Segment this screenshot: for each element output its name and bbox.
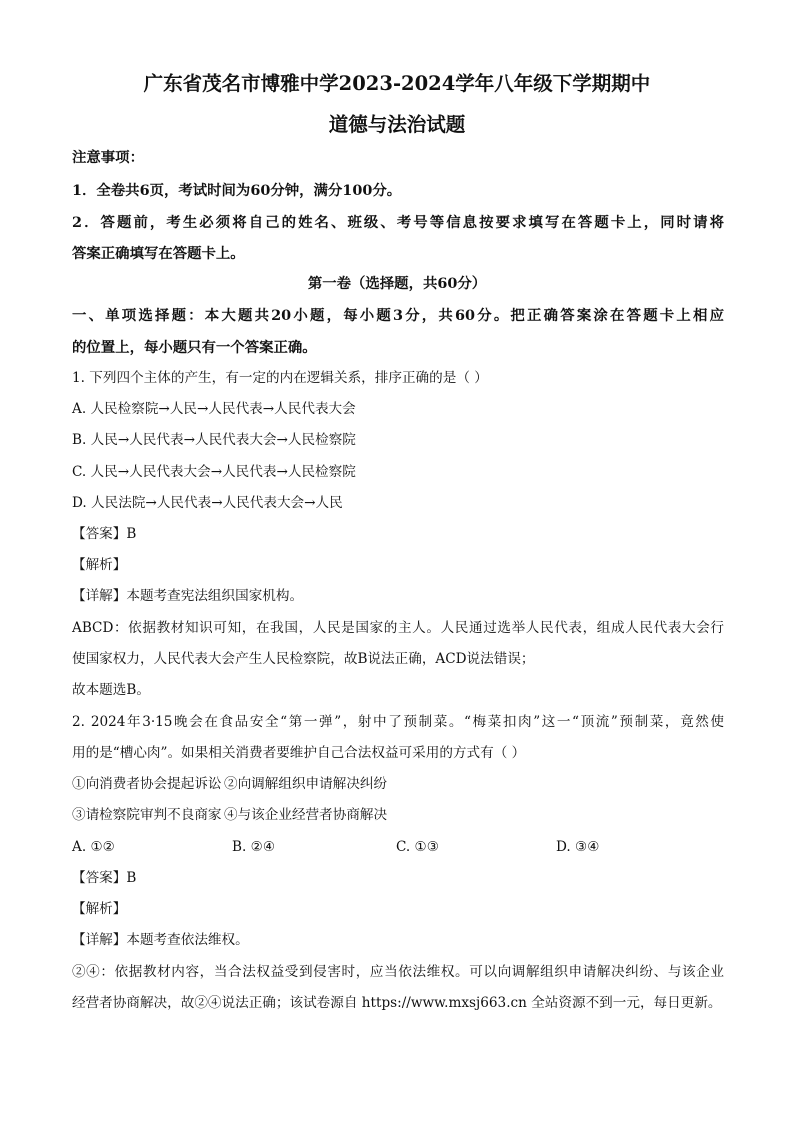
question-1-option-c: C. 人民→人民代表大会→人民代表→人民检察院 [72, 464, 356, 480]
question-2-option-b: B. ②④ [232, 839, 276, 855]
notice-item-2-line-2: 答案正确填写在答题卡上。 [72, 245, 245, 262]
question-2-stem-line-1: 2. 2024年3·15晚会在食品安全“第一弹”，射中了预制菜。“梅菜扣肉”这一“顶流”预制菜，竟然使 [72, 714, 724, 730]
question-2-options [72, 837, 724, 857]
document-subtitle: 道德与法治试题 [328, 113, 466, 136]
question-1-explanation-line-2: 使国家权力，人民代表大会产生人民检察院，故B说法正确，ACD说法错误； [72, 651, 535, 667]
question-1-option-b: B. 人民→人民代表→人民代表大会→人民检察院 [72, 432, 356, 448]
section-instruction-line-2: 的位置上，每小题只有一个答案正确。 [72, 339, 317, 356]
question-1-explanation-line-1: ABCD：依据教材知识可知，在我国，人民是国家的主人。人民通过选举人民代表，组成人民代表大会行 [72, 620, 724, 636]
question-2-statements-row-1 [72, 774, 724, 794]
section-instruction-line-1: 一、单项选择题：本大题共20小题，每小题3分，共60分。把正确答案涂在答题卡上相应 [72, 307, 724, 324]
question-2-statement-1: ①向消费者协会提起诉讼 [72, 776, 222, 792]
notice-item-2-line-1: 2．答题前，考生必须将自己的姓名、班级、考号等信息按要求填写在答题卡上，同时请将 [72, 214, 724, 231]
document-title: 广东省茂名市博雅中学2023-2024学年八年级下学期期中 [143, 72, 651, 95]
question-2-option-a: A. ①② [72, 839, 115, 855]
notice-heading: 注意事项： [72, 149, 144, 166]
question-1-detail: 【详解】本题考查宪法组织国家机构。 [72, 588, 304, 604]
question-1-conclusion: 故本题选B。 [72, 682, 150, 698]
question-2-stem-line-2: 用的是“槽心肉”。如果相关消费者要维护自己合法权益可采用的方式有（ ） [72, 745, 526, 761]
question-2-detail: 【详解】本题考查依法维权。 [72, 932, 249, 948]
question-2-explanation-line-2: 经营者协商解决，故②④说法正确；该试卷源自 https://www.mxsj663.cn 全站资源不到一元，每日更新。 [72, 995, 722, 1011]
question-2-statement-2: ②向调解组织申请解决纠纷 [224, 776, 388, 792]
question-2-option-d: D. ③④ [556, 839, 600, 855]
question-2-explanation-line-1: ②④：依据教材内容，当合法权益受到侵害时，应当依法维权。可以向调解组织申请解决纠纷、与该企业 [72, 964, 724, 980]
question-1-answer: 【答案】B [72, 526, 137, 542]
question-2-statement-3: ③请检察院审判不良商家 [72, 807, 222, 823]
question-1-option-a: A. 人民检察院→人民→人民代表→人民代表大会 [72, 401, 356, 417]
question-2-statements-row-2 [72, 805, 724, 825]
question-2-option-c: C. ①③ [396, 839, 439, 855]
question-1-stem: 1. 下列四个主体的产生，有一定的内在逻辑关系，排序正确的是（ ） [72, 370, 488, 386]
question-1-option-d: D. 人民法院→人民代表→人民代表大会→人民 [72, 495, 343, 511]
section-title: 第一卷（选择题，共60分） [307, 275, 487, 292]
question-2-statement-4: ④与该企业经营者协商解决 [224, 807, 388, 823]
question-1-analysis-label: 【解析】 [72, 557, 127, 573]
notice-item-1: 1．全卷共6页，考试时间为60分钟，满分100分。 [72, 182, 402, 199]
question-2-answer: 【答案】B [72, 870, 137, 886]
question-2-analysis-label: 【解析】 [72, 901, 127, 917]
